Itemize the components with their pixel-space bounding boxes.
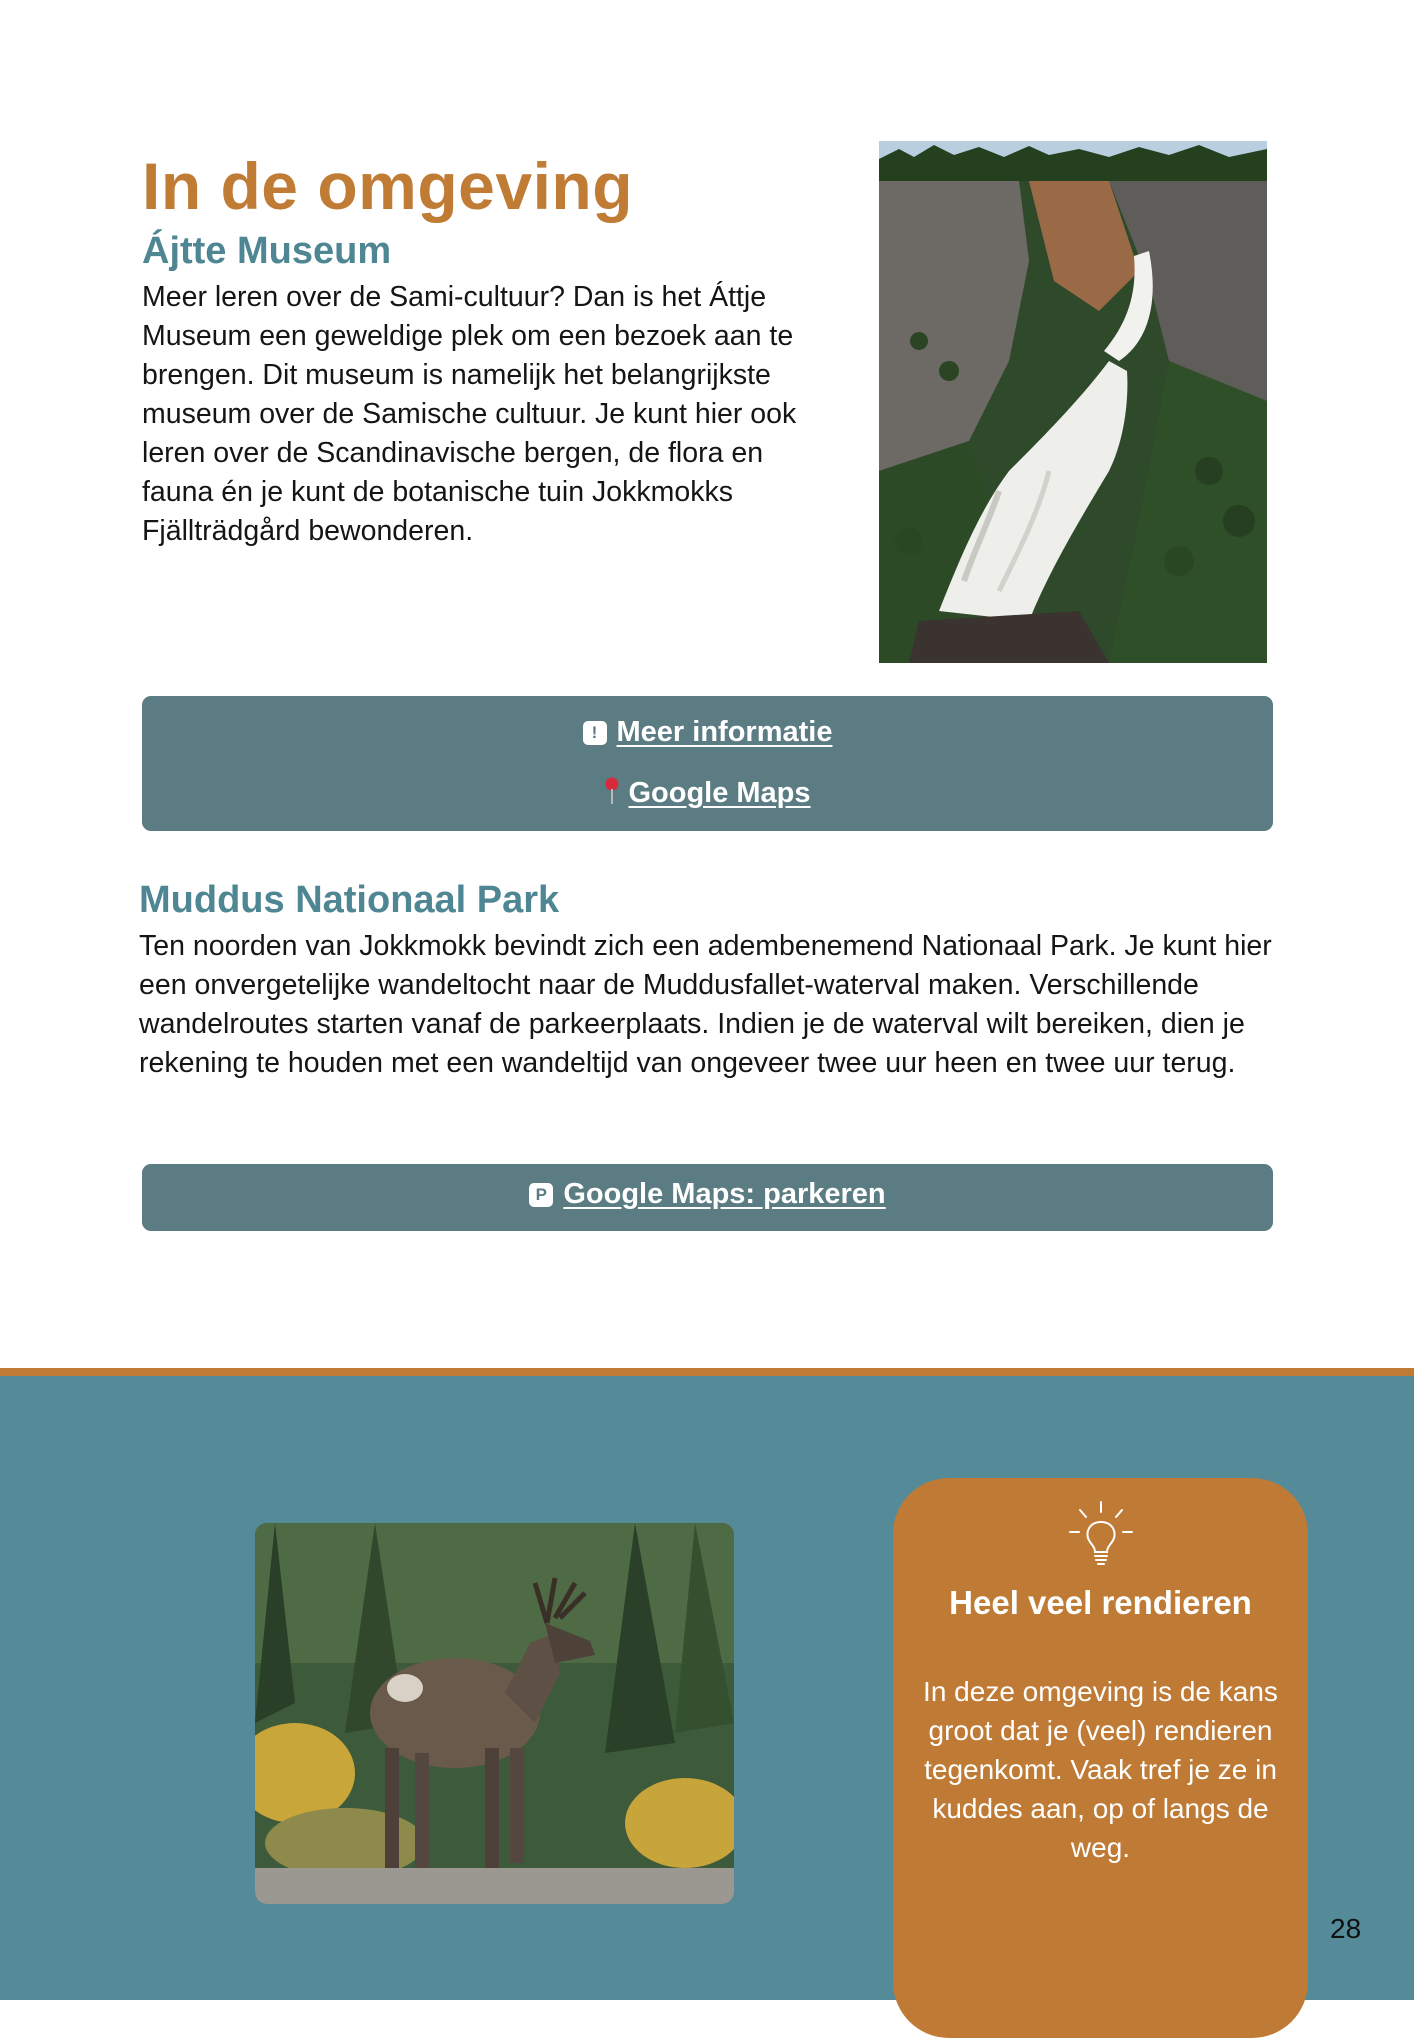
reindeer-photo <box>255 1523 734 1904</box>
park-heading: Muddus Nationaal Park <box>139 879 560 921</box>
info-icon: ! <box>583 721 607 745</box>
tip-body: In deze omgeving is de kans groot dat je (veel) rendieren tegenkomt. Vaak tref je ze in kuddes aan, op of langs de weg. <box>923 1676 1278 1863</box>
park-description: Ten noorden van Jokkmokk bevindt zich een adembenemend Nationaal Park. Je kunt hier een onvergetelijke wandeltocht naar de Muddusfallet-waterval maken. Verschillende wandelroutes starten vanaf de parkeerplaats. Indien je de waterval wilt bereiken, dien je rekening te houden met een wandeltijd van ongeveer twee uur heen en twee uur terug. <box>139 930 1272 1079</box>
museum-links-box <box>142 696 1273 831</box>
map-pin-icon <box>604 777 620 805</box>
museum-description: Meer leren over de Sami-cultuur? Dan is het Áttje Museum een geweldige plek om een bezoek aan te brengen. Dit museum is namelijk het belangrijkste museum over de Samische cultuur. Je kunt hier ook leren over de Scandinavische bergen, de flora en fauna én je kunt de botanische tuin Jokkmokks Fjällträdgård bewonderen. <box>142 281 797 547</box>
tip-title: Heel veel rendieren <box>949 1584 1252 1621</box>
page-number: 28 <box>1330 1913 1362 1944</box>
more-info-row <box>142 716 1273 749</box>
google-maps-parking-link[interactable]: Google Maps: parkeren <box>563 1178 886 1210</box>
footer-divider <box>0 1368 1414 1376</box>
museum-heading: Ájtte Museum <box>142 230 392 272</box>
parking-row <box>142 1178 1273 1211</box>
tip-card <box>893 1478 1308 2038</box>
waterfall-photo <box>879 141 1267 663</box>
park-links-box <box>142 1164 1273 1231</box>
more-info-link[interactable]: Meer informatie <box>616 716 833 748</box>
lightbulb-icon <box>1068 1500 1134 1570</box>
google-maps-link[interactable]: Google Maps <box>628 777 811 809</box>
page-title: In de omgeving <box>142 149 634 223</box>
google-maps-row <box>142 777 1273 810</box>
parking-icon: P <box>529 1183 553 1207</box>
